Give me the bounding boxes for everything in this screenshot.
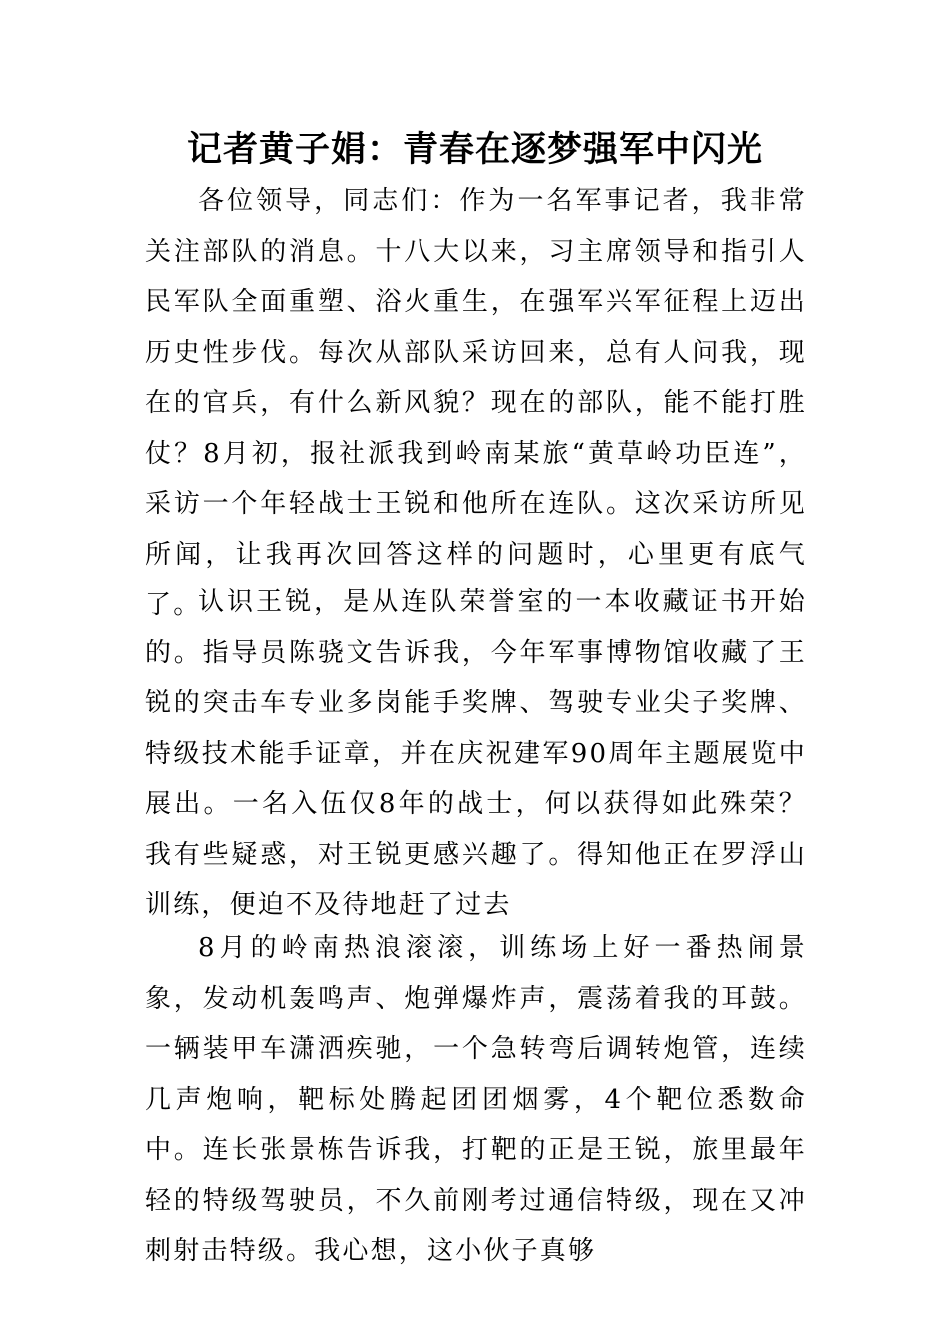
paragraph-intro: 各位领导，同志们：作为一名军事记者，我非常关注部队的消息。十八大以来，习主席领导和指引人民军队全面重塑、浴火重生，在强军兴军征程上迈出历史性步伐。每次从部队采访回来，总有人问我，现在的官兵，有什么新风貌？现在的部队，能不能打胜仗？8月初，报社派我到岭南某旅“黄草岭功臣连”，采访一个年轻战士王锐和他所在连队。这次采访所见所闻，让我再次回答这样的问题时，心里更有底气了。 (145, 186, 807, 620)
paragraph-training-ground: 8月的岭南热浪滚滚，训练场上好一番热闹景象，发动机轰鸣声、炮弹爆炸声，震荡着我的耳鼓。一辆装甲车潇洒疾驰，一个急转弯后调转炮管，连续几声炮响，靶标处腾起团团烟雾，4个靶位悉数命中。连长张景栋告诉我，打靶的正是王锐，旅里最年轻的特级驾驶员，不久前刚考过通信特级，现在又冲刺射击特级。我心想，这小伙子真够 (145, 933, 807, 1266)
document-title: 记者黄子娟：青春在逐梦强军中闪光 (186, 129, 763, 170)
paragraph-meeting-wang-rui: 认识王锐，是从连队荣誉室的一本收藏证书开始的。指导员陈骁文告诉我，今年军事博物馆收藏了王锐的突击车专业多岗能手奖牌、驾驶专业尖子奖牌、特级技术能手证章，并在庆祝建军90周年主题展览中展出。一名入伍仅8年的战士，何以获得如此殊荣？我有些疑惑，对王锐更感兴趣了。得知他正在罗浮山训练，便迫不及待地赶了过去 (145, 587, 807, 920)
